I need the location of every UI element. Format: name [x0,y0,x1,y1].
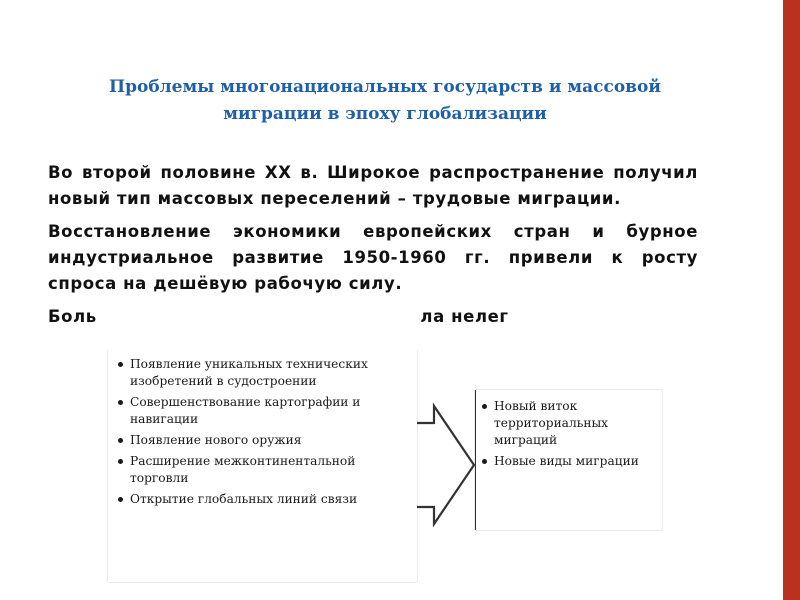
paragraph-3: Боль ла нелег [48,307,509,326]
paragraph-2: Восстановление экономики европейских стран и бурное индустриальное развитие 1950-1960 гг. привели к росту спроса на дешёвую рабочую силу. [48,222,698,293]
causes-box [108,350,417,582]
slide-title [60,74,710,128]
bullet-icon [482,404,487,409]
list-item: Новый виток территориальных миграций [482,398,658,449]
bullet-icon [118,438,123,443]
bullet-icon [118,362,123,367]
bullet-icon [118,400,123,405]
list-item: Появление уникальных технических изобретений в судостроении [118,356,413,390]
title-line-2: миграции в эпоху глобализации [223,104,547,124]
title-line-1: Проблемы многонациональных государств и массовой [109,77,661,97]
bullet-icon [118,497,123,502]
list-item: Новые виды миграции [482,453,658,470]
list-item: Появление нового оружия [118,432,413,449]
list-item: Совершенствование картографии и навигации [118,394,413,428]
bullet-icon [482,459,487,464]
effects-box [476,390,662,530]
paragraph-1: Во второй половине XX в. Широкое распространение получил новый тип массовых переселений – трудовые миграции. [48,163,698,208]
slide-body [48,160,698,337]
accent-bar [783,0,800,600]
list-item: Расширение межконтинентальной торговли [118,453,413,487]
diagram-overlay [104,350,664,590]
bullet-icon [118,459,123,464]
list-item: Открытие глобальных линий связи [118,491,413,508]
arrow-shape [416,406,474,524]
